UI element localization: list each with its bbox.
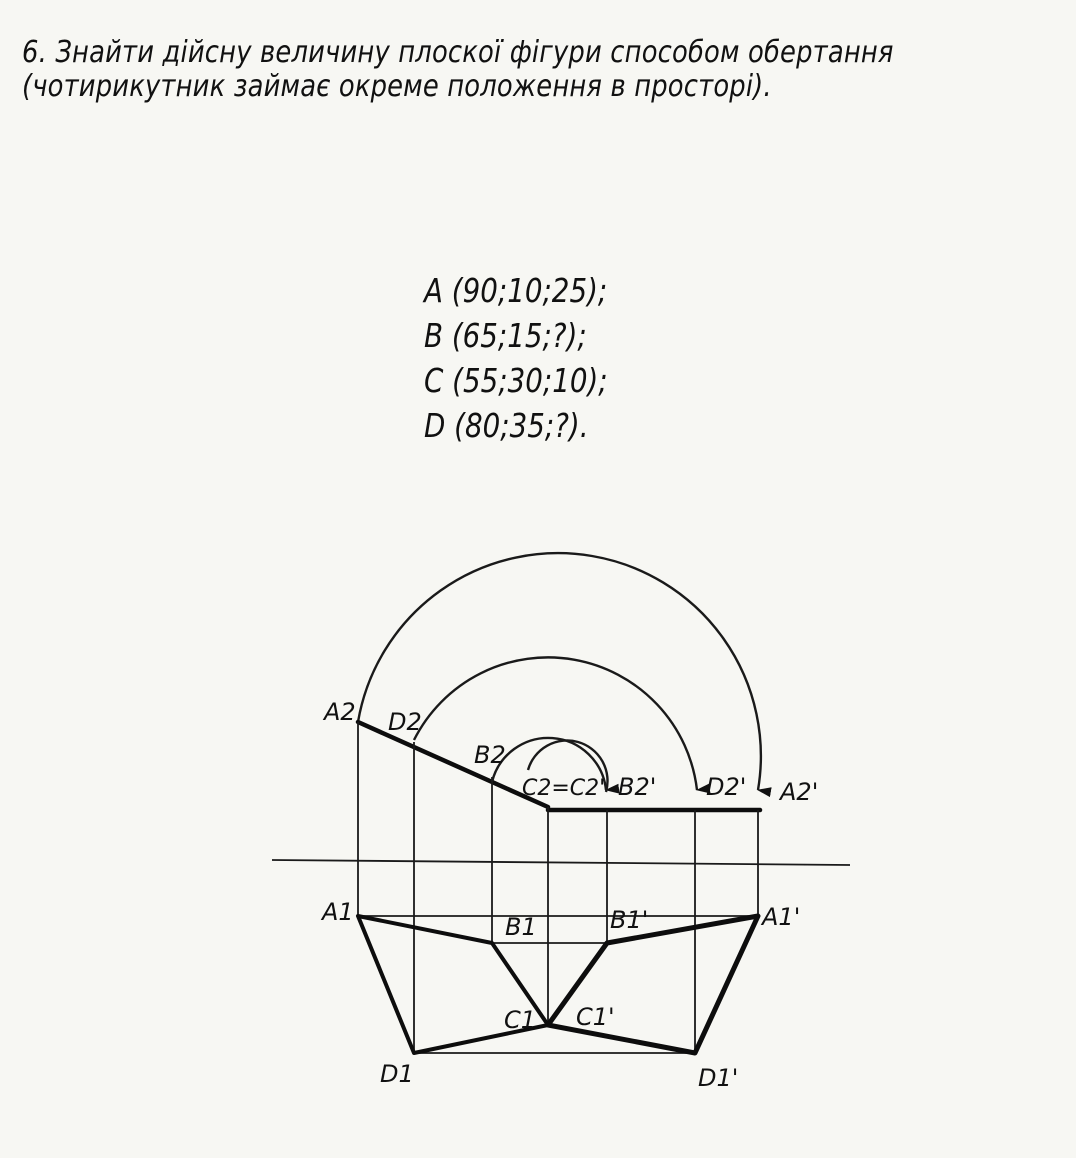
- rotation-arc-d: [414, 657, 697, 790]
- task-line-1: 6. Знайти дійсну величину плоскої фігури способом обертання: [22, 35, 894, 70]
- label-a1: A1: [322, 898, 354, 926]
- point-b-coords: B (65;15;?);: [424, 316, 587, 355]
- frontal-projection-edge: [358, 722, 548, 807]
- point-c-coords: C (55;30;10);: [424, 361, 608, 400]
- label-b2-rotated: B2': [618, 773, 657, 801]
- point-a-coords: A (90;10;25);: [424, 271, 608, 310]
- label-a2-rotated: A2': [780, 778, 819, 806]
- label-d2-rotated: D2': [706, 773, 747, 801]
- label-c1-rotated: C1': [576, 1003, 615, 1031]
- label-c1: C1: [504, 1006, 537, 1034]
- label-a2: A2: [324, 698, 356, 726]
- label-d1: D1: [380, 1060, 414, 1088]
- label-b1-rotated: B1': [610, 906, 649, 934]
- label-b2: B2: [474, 741, 506, 769]
- true-shape-quad: [548, 916, 758, 1053]
- label-d2: D2: [388, 708, 422, 736]
- label-c2: C2=C2': [522, 776, 606, 801]
- label-b1: B1: [505, 913, 537, 941]
- label-a1-rotated: A1': [762, 903, 801, 931]
- rotation-arc-a: [358, 553, 761, 790]
- label-d1-rotated: D1': [698, 1064, 739, 1092]
- point-d-coords: D (80;35;?).: [424, 406, 589, 445]
- task-line-2: (чотирикутник займає окреме положення в просторі).: [22, 69, 772, 104]
